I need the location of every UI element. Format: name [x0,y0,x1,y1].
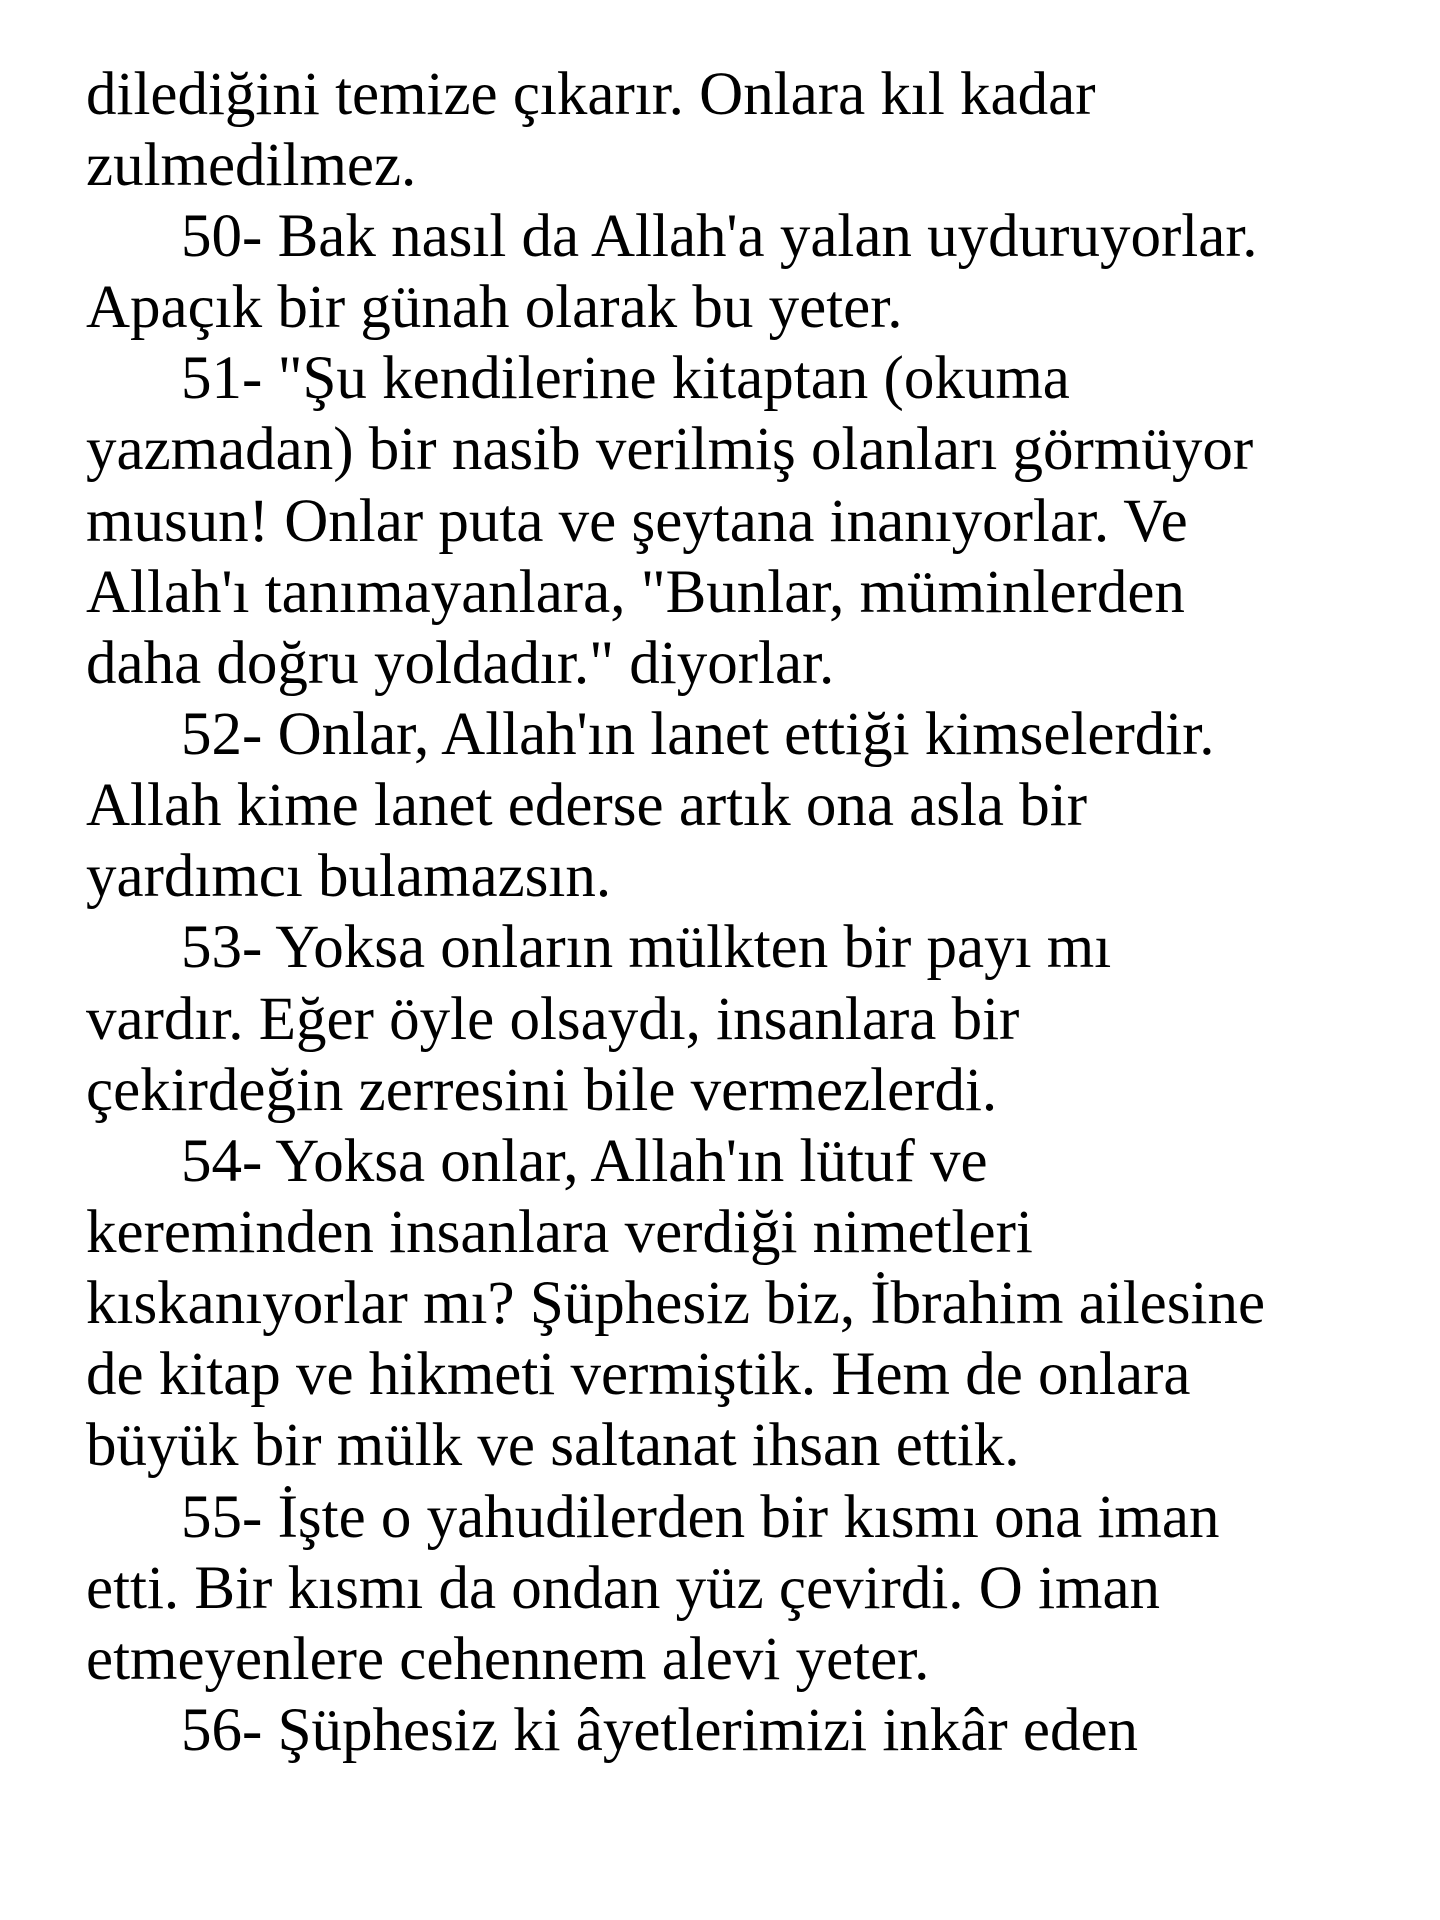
text-line: vardır. Eğer öyle olsaydı, insanlara bir [86,986,1020,1053]
text-line: Allah'ı tanımayanlara, "Bunlar, müminlerden [86,559,1185,626]
verse-51-start: 51- "Şu kendilerine kitaptan (okuma [181,345,1070,412]
verse-52-start: 52- Onlar, Allah'ın lanet ettiği kimselerdir. [181,701,1215,768]
verse-50-start: 50- Bak nasıl da Allah'a yalan uyduruyorlar. [181,203,1258,270]
text-line: kereminden insanlara verdiği nimetleri [86,1199,1033,1266]
verse-55-start: 55- İşte o yahudilerden bir kısmı ona iman [181,1484,1220,1551]
text-line: dilediğini temize çıkarır. Onlara kıl kadar [86,61,1096,128]
text-line: Allah kime lanet ederse artık ona asla bir [86,772,1088,839]
text-line: büyük bir mülk ve saltanat ihsan ettik. [86,1412,1020,1479]
text-line: yardımcı bulamazsın. [86,843,612,910]
verse-53-start: 53- Yoksa onların mülkten bir payı mı [181,914,1112,981]
text-line: çekirdeğin zerresini bile vermezlerdi. [86,1057,998,1124]
verse-54-start: 54- Yoksa onlar, Allah'ın lütuf ve [181,1128,988,1195]
text-line: Apaçık bir günah olarak bu yeter. [86,274,903,341]
text-line: musun! Onlar puta ve şeytana inanıyorlar. Ve [86,488,1188,555]
text-line: de kitap ve hikmeti vermiştik. Hem de onlara [86,1341,1191,1408]
text-line: daha doğru yoldadır." diyorlar. [86,630,835,697]
text-line: etmeyenlere cehennem alevi yeter. [86,1626,930,1693]
text-line: zulmedilmez. [86,132,417,199]
text-line: yazmadan) bir nasib verilmiş olanları görmüyor [86,416,1254,483]
text-line: kıskanıyorlar mı? Şüphesiz biz, İbrahim ailesine [86,1270,1266,1337]
text-line: etti. Bir kısmı da ondan yüz çevirdi. O iman [86,1555,1161,1622]
verse-56-start: 56- Şüphesiz ki âyetlerimizi inkâr eden [181,1697,1139,1764]
